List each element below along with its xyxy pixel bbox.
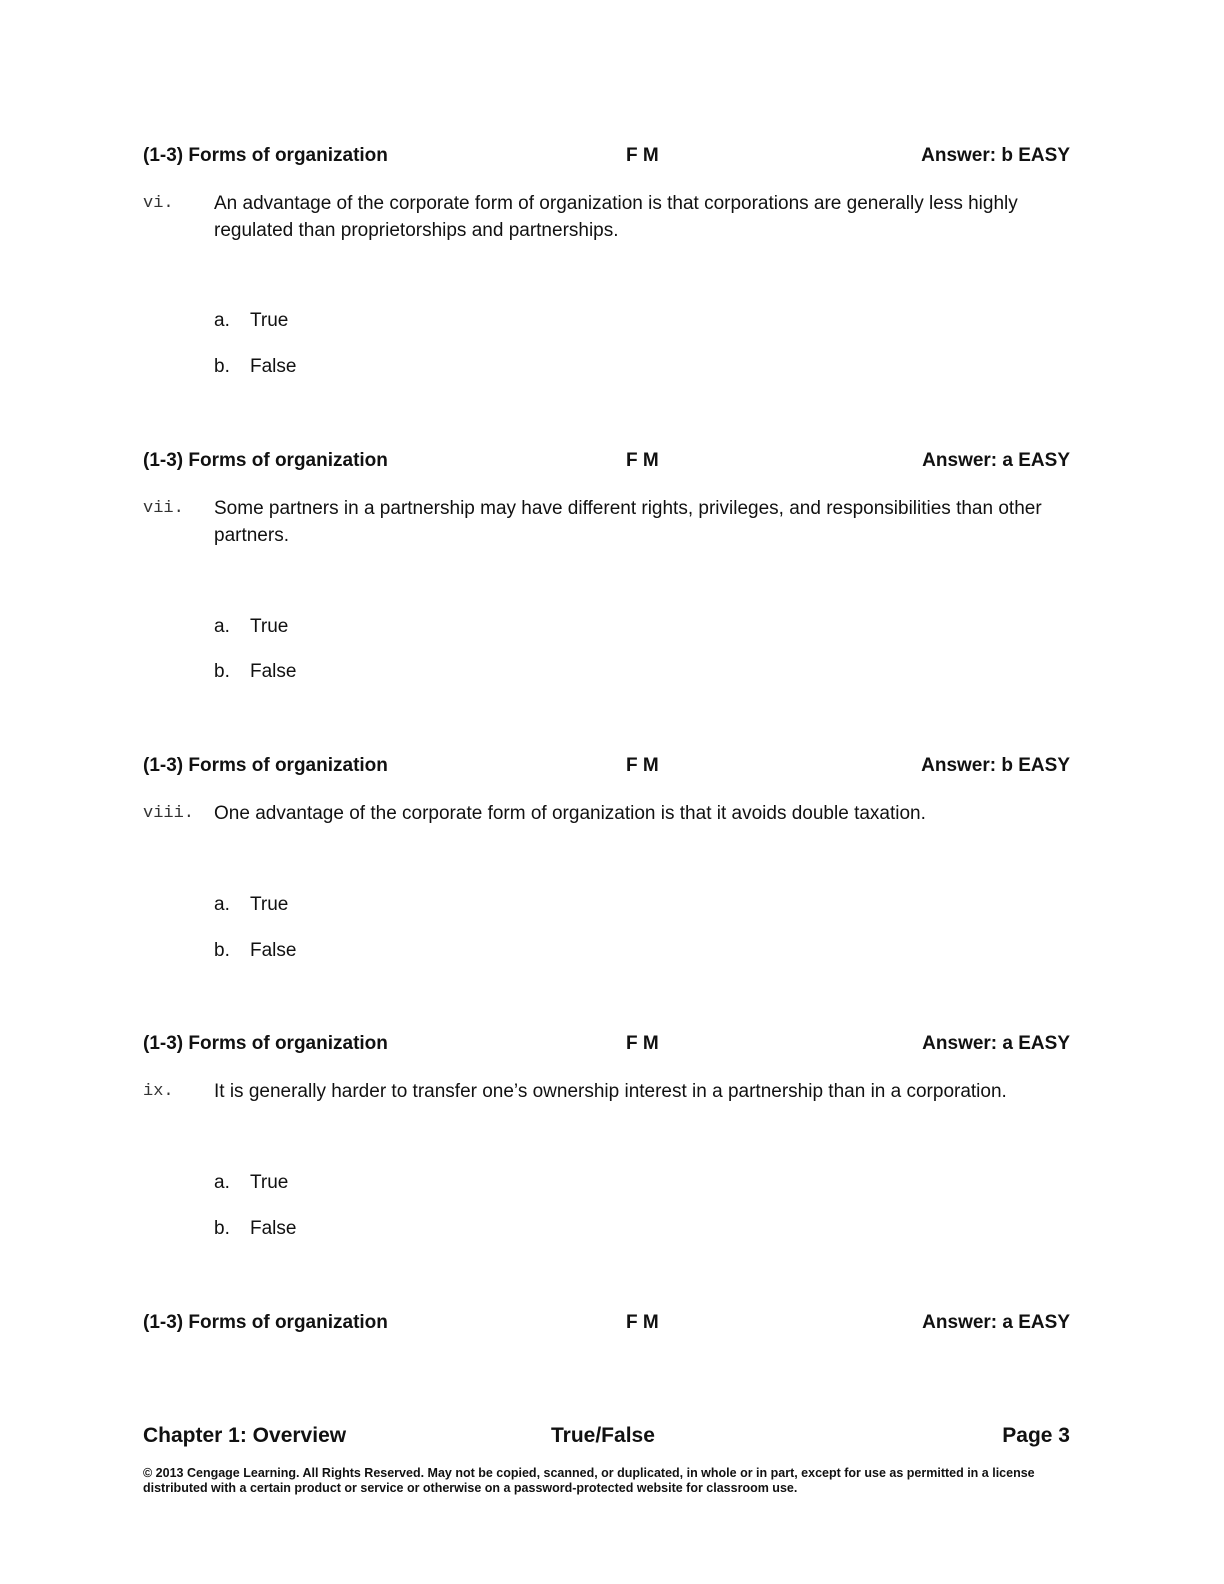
question-topic: (1-3) Forms of organization — [143, 1033, 388, 1054]
question-text: An advantage of the corporate form of organization is that corporations are generally less highly regulated than proprietorships and partnerships. — [214, 193, 1018, 241]
question-text: One advantage of the corporate form of organization is that it avoids double taxation. — [214, 803, 926, 824]
option-text: False — [250, 1218, 297, 1239]
question-stem — [143, 495, 1070, 549]
option-letter: a. — [214, 894, 230, 915]
option-letter: b. — [214, 1218, 230, 1239]
option-text: False — [250, 940, 297, 961]
question-answer: Answer: a EASY — [922, 450, 1070, 471]
question-answer: Answer: b EASY — [921, 755, 1070, 776]
option-text: True — [250, 1172, 289, 1193]
question-answer: Answer: b EASY — [921, 145, 1070, 166]
question-fm: F M — [626, 145, 659, 166]
footer-page-number: Page 3 — [1002, 1424, 1070, 1447]
option-letter: b. — [214, 940, 230, 961]
question-topic: (1-3) Forms of organization — [143, 145, 388, 166]
page-footer — [143, 1424, 1070, 1452]
question-topic: (1-3) Forms of organization — [143, 450, 388, 471]
question-number: vii. — [143, 499, 184, 518]
option-text: True — [250, 616, 289, 637]
question-number: viii. — [143, 804, 195, 823]
option-text: True — [250, 310, 289, 331]
option-letter: b. — [214, 661, 230, 682]
question-stem — [143, 800, 1070, 827]
question-number: ix. — [143, 1082, 174, 1101]
question-header — [143, 145, 1070, 171]
question-header — [143, 1312, 1070, 1338]
option-text: False — [250, 661, 297, 682]
question-header — [143, 1033, 1070, 1059]
question-header — [143, 450, 1070, 476]
option-letter: a. — [214, 310, 230, 331]
question-fm: F M — [626, 755, 659, 776]
question-answer: Answer: a EASY — [922, 1033, 1070, 1054]
footer-chapter: Chapter 1: Overview — [143, 1424, 347, 1447]
copyright-notice: © 2013 Cengage Learning. All Rights Reserved. May not be copied, scanned, or duplicated, in whole or in part, except for use as permitted in a license distributed with a certain product or service or otherwise on a password-protected website for classroom use. — [143, 1466, 1035, 1495]
question-stem — [143, 1078, 1070, 1105]
question-fm: F M — [626, 1312, 659, 1333]
footer-section: True/False — [551, 1424, 655, 1447]
question-text: Some partners in a partnership may have different rights, privileges, and responsibilities than other partners. — [214, 498, 1042, 546]
question-header — [143, 755, 1070, 781]
question-fm: F M — [626, 450, 659, 471]
question-number: vi. — [143, 194, 174, 213]
option-letter: b. — [214, 356, 230, 377]
question-fm: F M — [626, 1033, 659, 1054]
option-letter: a. — [214, 616, 230, 637]
question-stem — [143, 190, 1070, 244]
question-text: It is generally harder to transfer one’s ownership interest in a partnership than in a corporation. — [214, 1081, 1007, 1102]
question-answer: Answer: a EASY — [922, 1312, 1070, 1333]
option-text: False — [250, 356, 297, 377]
question-topic: (1-3) Forms of organization — [143, 1312, 388, 1333]
option-text: True — [250, 894, 289, 915]
question-topic: (1-3) Forms of organization — [143, 755, 388, 776]
option-letter: a. — [214, 1172, 230, 1193]
